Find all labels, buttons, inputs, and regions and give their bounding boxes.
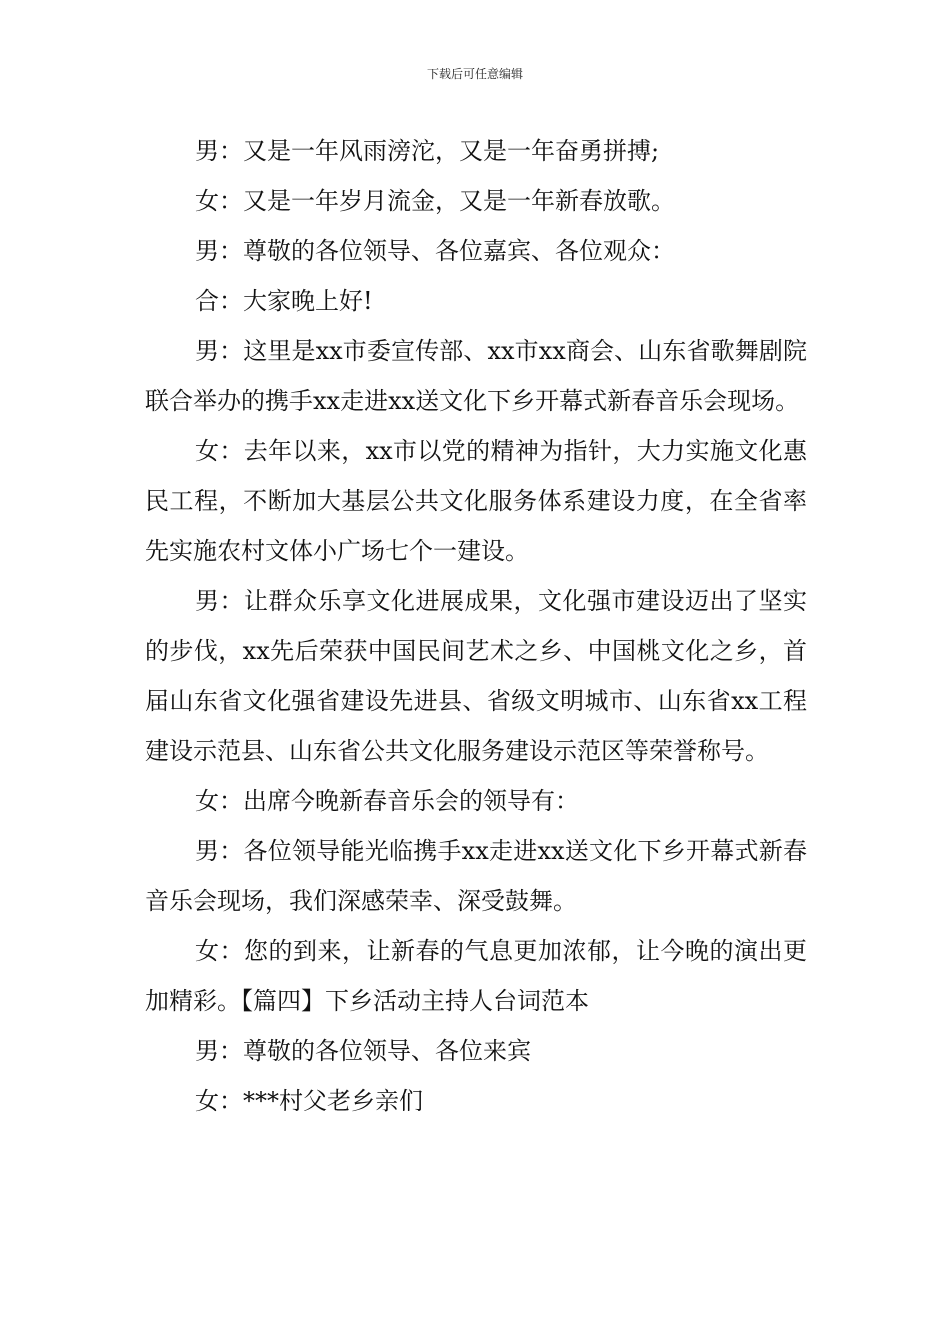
paragraph: 女：出席今晚新春音乐会的领导有： — [195, 787, 579, 815]
page-header-note: 下载后可任意编辑 — [426, 67, 523, 81]
paragraph: 女：去年以来，xx市以党的精神为指针，大力实施文化惠民工程，不断加大基层公共文化服务体系建设力度，在全省率先实施农村文体小广场七个一建设。 — [145, 437, 807, 565]
paragraph: 男：让群众乐享文化进展成果，文化强市建设迈出了坚实的步伐，xx先后荣获中国民间艺术之乡、中国桃文化之乡，首届山东省文化强省建设先进县、省级文明城市、山东省xx工程建设示范县、山东省公共文化服务建设示范区等荣誉称号。 — [145, 587, 807, 765]
paragraph: 男：尊敬的各位领导、各位嘉宾、各位观众： — [195, 237, 675, 265]
paragraph: 男：各位领导能光临携手xx走进xx送文化下乡开幕式新春音乐会现场，我们深感荣幸、深受鼓舞。 — [145, 837, 807, 915]
document-body — [145, 126, 807, 1126]
paragraph: 女：***村父老乡亲们 — [195, 1087, 423, 1115]
paragraph: 合：大家晚上好! — [195, 287, 373, 315]
paragraph: 男：这里是xx市委宣传部、xx市xx商会、山东省歌舞剧院联合举办的携手xx走进xx送文化下乡开幕式新春音乐会现场。 — [145, 337, 807, 415]
paragraph: 女：又是一年岁月流金，又是一年新春放歌。 — [195, 187, 675, 215]
paragraph: 男：尊敬的各位领导、各位来宾 — [195, 1037, 531, 1065]
paragraph: 男：又是一年风雨滂沱，又是一年奋勇拼搏; — [195, 137, 660, 165]
paragraph: 女：您的到来，让新春的气息更加浓郁，让今晚的演出更加精彩。【篇四】下乡活动主持人台词范本 — [145, 937, 807, 1015]
